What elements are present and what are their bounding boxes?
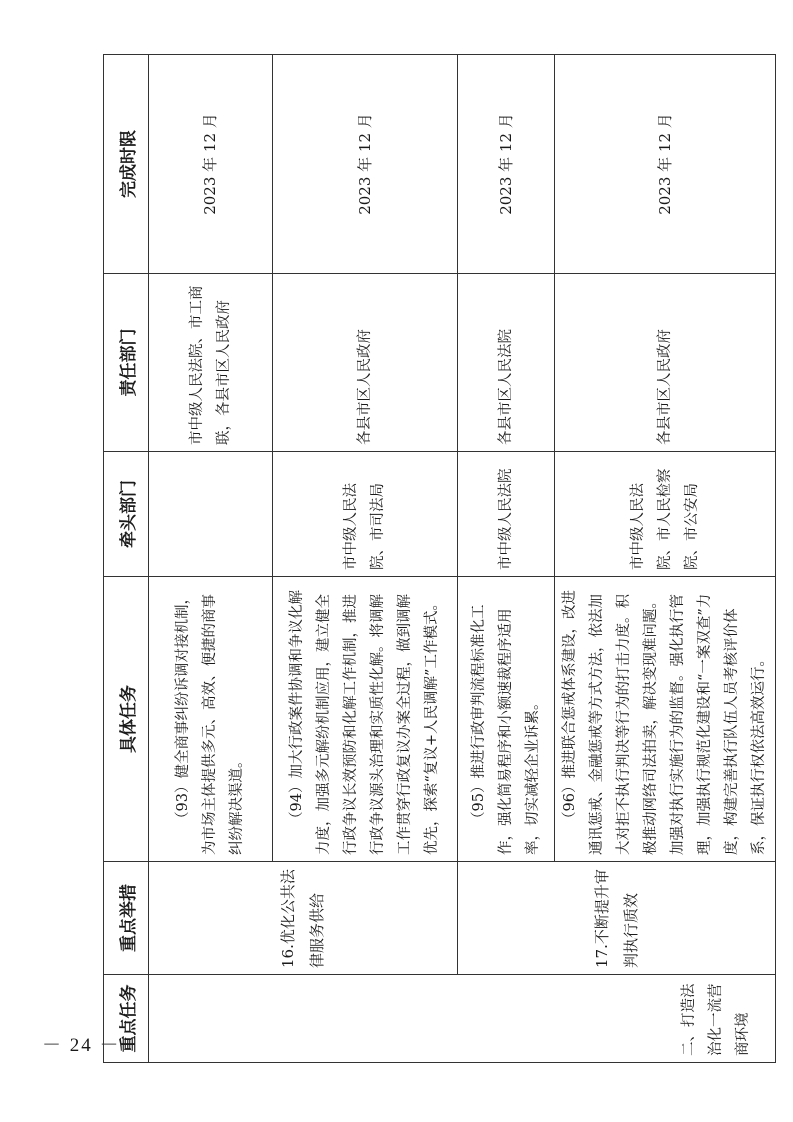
key-task-cell: 二、打造法治化一流营商环境 (149, 975, 776, 1063)
task-table-rotated (103, 55, 767, 1063)
responsible-dept-cell: 市中级人民法院、市工商联，各县市区人民政府 (149, 274, 273, 452)
header-responsible-dept: 责任部门 (104, 274, 149, 452)
deadline-cell: 2023 年 12 月 (458, 55, 555, 274)
header-key-measure: 重点举措 (104, 862, 149, 975)
content-cell: （93）健全商事纠纷诉调对接机制，为市场主体提供多元、高效、便捷的商事纠纷解决渠道。 (149, 577, 273, 862)
deadline-cell: 2023 年 12 月 (555, 55, 776, 274)
table-row (458, 55, 555, 1063)
content-cell: （95）推进行政审判流程标准化工作，强化简易程序和小额速裁程序适用率，切实减轻企业诉累。 (458, 577, 555, 862)
header-deadline: 完成时限 (104, 55, 149, 274)
measure-cell: 16.优化公共法律服务供给 (149, 862, 458, 975)
deadline-cell: 2023 年 12 月 (273, 55, 458, 274)
content-cell: （96）推进联合惩戒体系建设，改进通讯惩戒、金融惩戒等方式方法，依法加大对拒不执行判决等行为的打击力度。积极推动网络司法拍卖，解决变现难问题。加强对执行实施行为的监督。强化执行管理，加强执行规范化建设和“一案双查”力度，构建完善执行队伍人员考核评价体系，保证执行权依法高效运行。 (555, 577, 776, 862)
task-table (103, 54, 776, 1063)
deadline-cell: 2023 年 12 月 (149, 55, 273, 274)
responsible-dept-cell: 各县市区人民法院 (458, 274, 555, 452)
lead-dept-cell: 市中级人民法院 (458, 452, 555, 577)
responsible-dept-cell: 各县市区人民政府 (273, 274, 458, 452)
page-number: － 24 － (42, 1035, 121, 1056)
header-content: 具体任务 (104, 577, 149, 862)
measure-cell: 17.不断提升审判执行质效 (458, 862, 776, 975)
responsible-dept-cell: 各县市区人民政府 (555, 274, 776, 452)
lead-dept-cell: 市中级人民法院、市人民检察院、市公安局 (555, 452, 776, 577)
lead-dept-cell: 市中级人民法院、市司法局 (273, 452, 458, 577)
header-lead-dept: 牵头部门 (104, 452, 149, 577)
table-header-row (104, 55, 149, 1063)
table-row (149, 55, 273, 1063)
lead-dept-cell (149, 452, 273, 577)
header-key-task: 重点任务 (104, 975, 149, 1063)
content-cell: （94）加大行政案件协调和争议化解力度，加强多元解纷机制应用，建立健全行政争议长效预防和化解工作机制，推进行政争议源头治理和实质性化解。将调解工作贯穿行政复议办案全过程，做到调解优先，探索“复议+人民调解”工作模式。 (273, 577, 458, 862)
